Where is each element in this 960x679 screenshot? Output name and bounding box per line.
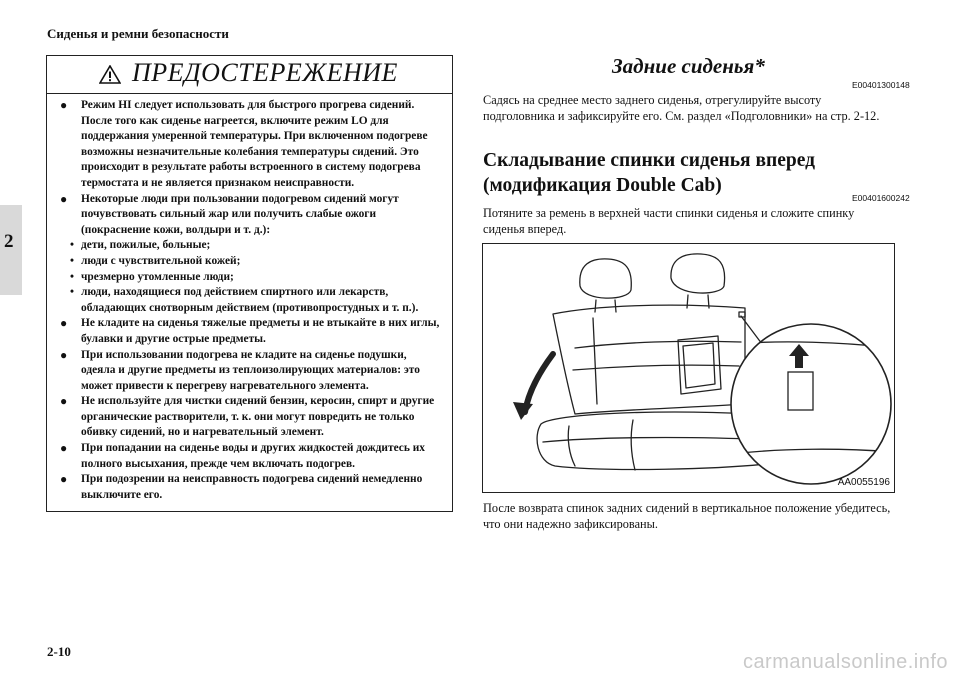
section-code: E00401300148 xyxy=(852,80,910,90)
warning-subitem: • люди с чувствительной кожей; xyxy=(70,254,241,267)
paragraph: Потяните за ремень в верхней части спинки сиденья и сложите спинку сиденья вперед. xyxy=(483,206,855,236)
folding-heading-line: Складывание спинки сиденья вперед xyxy=(483,150,815,171)
section-header: Сиденья и ремни безопасности xyxy=(47,26,229,41)
warning-list xyxy=(57,98,442,503)
warning-subitem: • люди, находящиеся под действием спиртного или лекарств, обладающих снотворным действием (противопростудных и т. п.). xyxy=(70,286,419,314)
warning-header xyxy=(47,56,452,94)
paragraph: После возврата спинок задних сидений в вертикальное положение убедитесь, что они надежно зафиксированы. xyxy=(483,501,891,531)
chapter-number: 2 xyxy=(4,231,14,252)
page-number: 2-10 xyxy=(47,644,71,659)
paragraph: Садясь на среднее место заднего сиденья, отрегулируйте высоту подголовника и зафиксируйте его. См. раздел «Подголовники» на стр. 2-12. xyxy=(483,93,880,123)
warning-item: ● Некоторые люди при пользовании подогревом сидений могут почувствовать сильный жар или получить слабые ожоги (покраснение кожи, волдыри и т. д.): xyxy=(60,191,399,236)
seat-folding-figure xyxy=(482,243,895,493)
warning-item: ● Не используйте для чистки сидений бензин, керосин, спирт и другие органические растворители, т. к. они могут повредить не только обивку сидений, но и нагревательный элемент. xyxy=(60,394,435,439)
warning-item: ● Не кладите на сиденья тяжелые предметы и не втыкайте в них иглы, булавки и другие острые предметы. xyxy=(60,316,440,345)
folding-heading xyxy=(483,148,815,198)
warning-item: ● При подозрении на неисправность подогрева сидений немедленно выключите его. xyxy=(60,472,423,501)
warning-subitem: • чрезмерно утомленные люди; xyxy=(70,270,234,283)
watermark: carmanualsonline.info xyxy=(742,651,948,673)
warning-item: ● Режим HI следует использовать для быстрого прогрева сидений. После того как сиденье нагреется, включите режим LO для поддержания умеренной температуры. При включенном подогреве возможны незначительные колебания температуры сидений. Это происходит в результате работы встроенного в систему подогрева термостата и не является признаком неисправности. xyxy=(60,98,428,189)
warning-subitem: • дети, пожилые, больные; xyxy=(70,239,211,252)
warning-triangle-icon xyxy=(99,65,121,84)
section-code: E00401600242 xyxy=(852,193,910,203)
folding-heading-line: (модификация Double Cab) xyxy=(483,175,722,196)
figure-label: AA0055196 xyxy=(837,477,890,488)
warning-item: ● При попадании на сиденье воды и других жидкостей дождитесь их полного высыхания, прежде чем включать подогрев. xyxy=(60,441,425,470)
warning-box xyxy=(46,55,453,512)
chapter-tab xyxy=(0,205,22,295)
rear-seat-illustration xyxy=(483,244,894,492)
rear-seats-heading: Задние сиденья* xyxy=(612,54,765,78)
warning-item: ● При использовании подогрева не кладите на сиденье подушки, одеяла и другие предметы из теплоизолирующих материалов: это может привести к перегреву нагревательного элемента. xyxy=(60,347,420,392)
warning-title: ПРЕДОСТЕРЕЖЕНИЕ xyxy=(132,58,398,87)
